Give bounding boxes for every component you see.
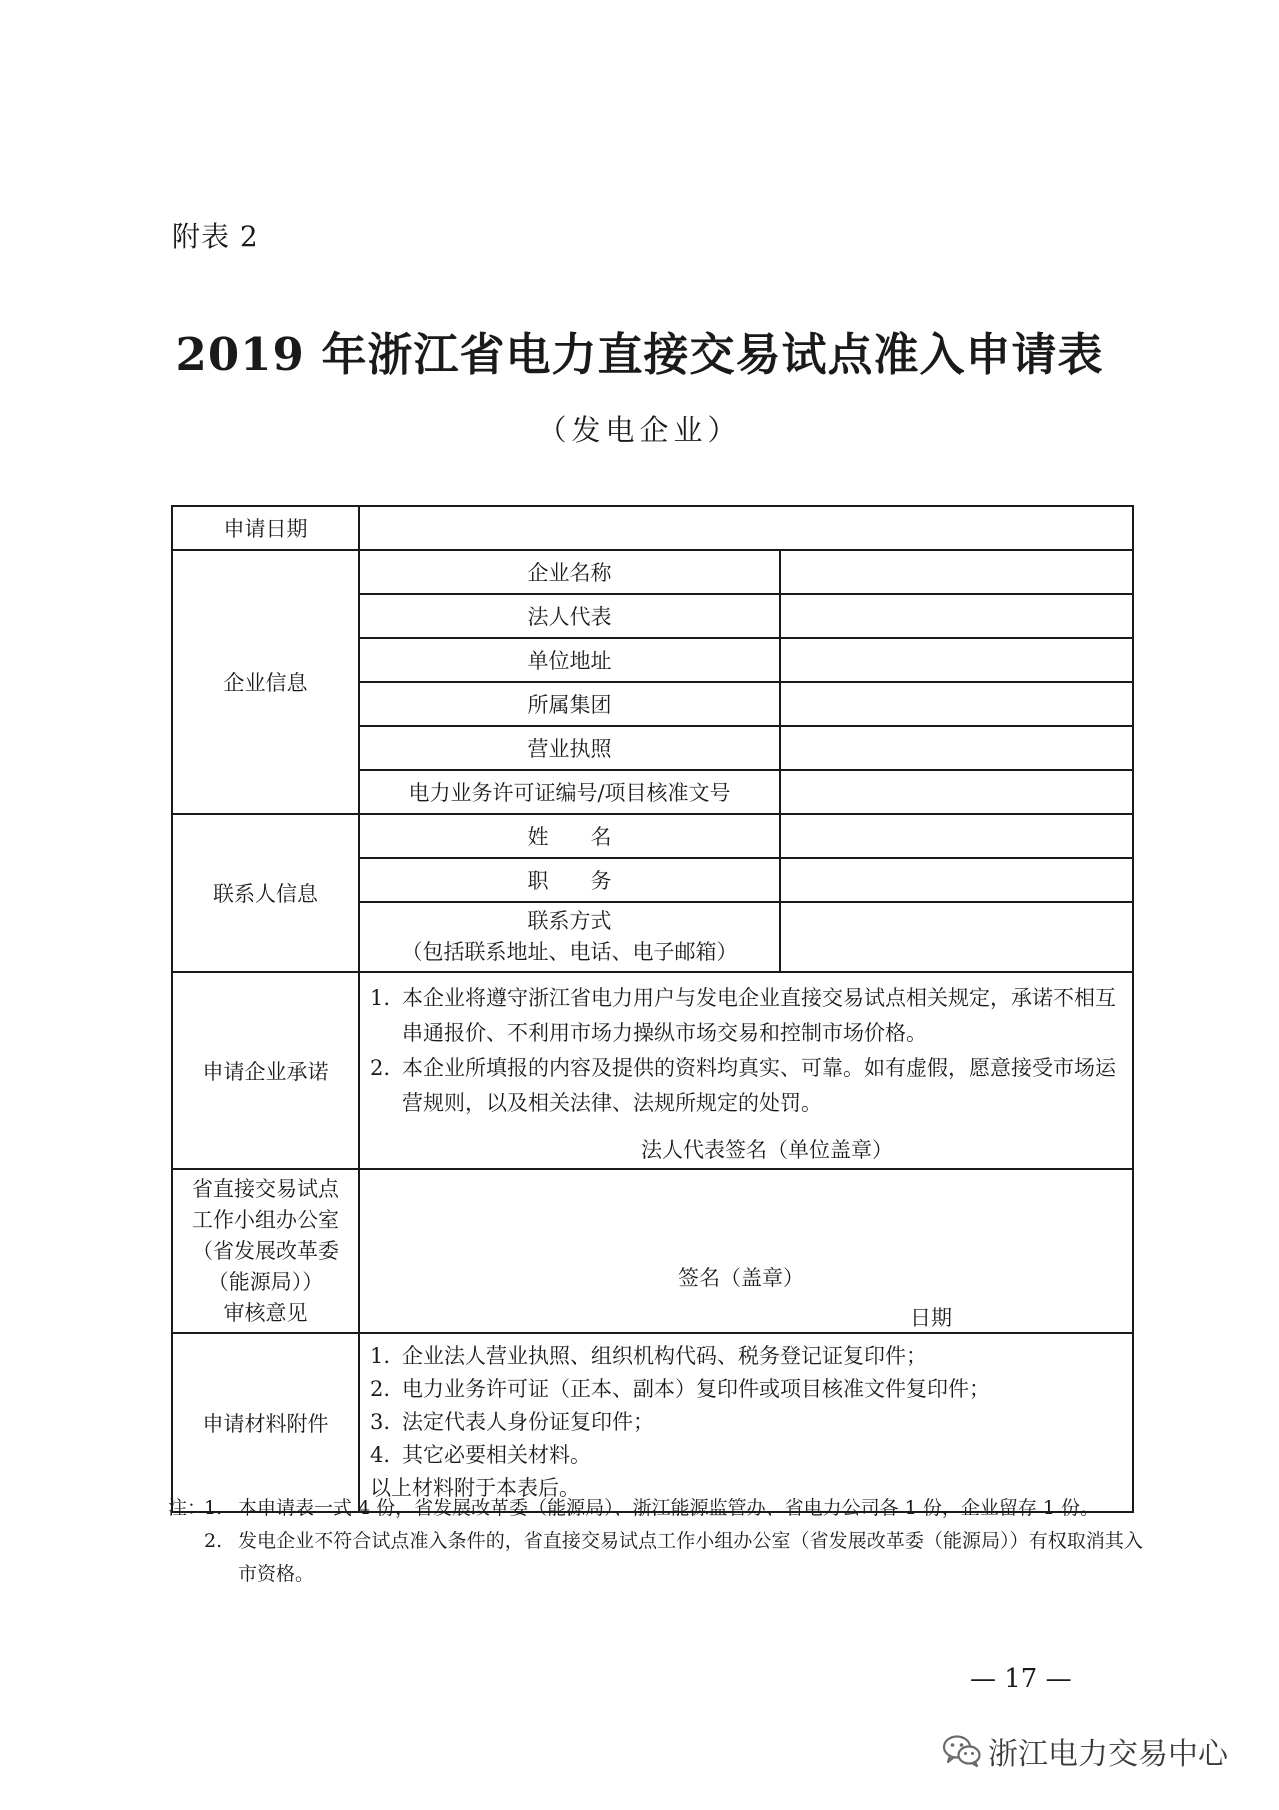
company-name-label: 企业名称	[359, 550, 780, 594]
attachment-label: 附表 2	[172, 220, 259, 253]
apply-date-value[interactable]	[359, 506, 1133, 550]
review-signature: 签名（盖章）	[678, 1266, 804, 1290]
contact-name-label: 姓 名	[359, 814, 780, 858]
footnote-text: 本申请表一式 4 份，省发展改革委（能源局）、浙江能源监管办、省电力公司各 1 份，企业留存 1 份。	[238, 1497, 1100, 1519]
pledge-item-number: 1.	[370, 986, 391, 1010]
footnote-lead: 注：	[168, 1497, 207, 1519]
source-watermark	[942, 1729, 1228, 1773]
company-address-label: 单位地址	[359, 638, 780, 682]
attachment-item-text: 法定代表人身份证复印件；	[402, 1410, 654, 1434]
form-title: 2019 年浙江省电力直接交易试点准入申请表	[175, 328, 1104, 381]
contact-title-value[interactable]	[780, 858, 1133, 902]
attachment-item-text: 电力业务许可证（正本、副本）复印件或项目核准文件复印件；	[402, 1377, 990, 1401]
review-label	[172, 1169, 359, 1333]
attachment-item	[370, 1406, 1122, 1439]
contact-info-label: 联系人信息	[172, 814, 359, 972]
attachment-item	[370, 1439, 1122, 1472]
attachment-item-number: 3.	[370, 1410, 391, 1434]
pledge-signature: 法人代表签名（单位盖章）	[641, 1138, 893, 1162]
review-label-line: 省直接交易试点	[192, 1176, 339, 1201]
attachment-item-number: 1.	[370, 1344, 391, 1368]
wechat-icon	[942, 1734, 982, 1768]
attachment-item-number: 2.	[370, 1377, 391, 1401]
company-info-row	[172, 550, 1133, 594]
review-date: 日期	[910, 1306, 952, 1330]
attachment-item-number: 4.	[370, 1443, 391, 1467]
parent-group-value[interactable]	[780, 682, 1133, 726]
contact-name-value[interactable]	[780, 814, 1133, 858]
contact-method-hint: （包括联系地址、电话、电子邮箱）	[401, 940, 738, 964]
footnotes	[168, 1492, 1143, 1591]
attachments-label: 申请材料附件	[172, 1333, 359, 1512]
page-number: — 17 —	[970, 1664, 1072, 1694]
company-address-value[interactable]	[780, 638, 1133, 682]
pledge-content	[359, 972, 1133, 1169]
review-label-line: （能源局））	[207, 1269, 324, 1294]
footnote-number: 2.	[204, 1530, 223, 1552]
form-subtitle: （发电企业）	[537, 413, 742, 447]
footnote-number: 1.	[204, 1497, 223, 1519]
pledge-item-number: 2.	[370, 1056, 391, 1080]
footnote-item	[168, 1525, 1143, 1591]
legal-rep-label: 法人代表	[359, 594, 780, 638]
watermark-text: 浙江电力交易中心	[988, 1737, 1228, 1772]
contact-method-title: 联系方式	[527, 909, 612, 933]
contact-info-row	[172, 814, 1133, 858]
power-license-label: 电力业务许可证编号/项目核准文号	[359, 770, 780, 814]
apply-date-row	[172, 506, 1133, 550]
review-label-line: 工作小组办公室	[192, 1207, 339, 1232]
contact-title-label: 职 务	[359, 858, 780, 902]
application-form-table	[171, 505, 1134, 1513]
pledge-label: 申请企业承诺	[172, 972, 359, 1169]
review-label-line: 审核意见	[223, 1300, 308, 1325]
power-license-value[interactable]	[780, 770, 1133, 814]
pledge-row	[172, 972, 1133, 1169]
review-label-line: （省发展改革委	[192, 1238, 339, 1263]
review-row	[172, 1169, 1133, 1333]
contact-method-label	[359, 902, 780, 972]
attachment-item-text: 企业法人营业执照、组织机构代码、税务登记证复印件；	[402, 1344, 927, 1368]
contact-method-value[interactable]	[780, 902, 1133, 972]
footnote-item	[168, 1492, 1143, 1525]
attachments-row	[172, 1333, 1133, 1512]
attachment-item-text: 其它必要相关材料。	[402, 1443, 591, 1467]
attachments-footer: 以上材料附于本表后。	[370, 1476, 580, 1500]
pledge-item	[370, 981, 1124, 1051]
business-license-label: 营业执照	[359, 726, 780, 770]
attachments-content	[359, 1333, 1133, 1512]
company-info-label: 企业信息	[172, 550, 359, 814]
footnote-text: 发电企业不符合试点准入条件的，省直接交易试点工作小组办公室（省发展改革委（能源局））有权取消其入市资格。	[238, 1530, 1143, 1585]
pledge-item-text: 本企业将遵守浙江省电力用户与发电企业直接交易试点相关规定，承诺不相互串通报价、不利用市场力操纵市场交易和控制市场价格。	[402, 986, 1116, 1045]
legal-rep-value[interactable]	[780, 594, 1133, 638]
parent-group-label: 所属集团	[359, 682, 780, 726]
review-content[interactable]	[359, 1169, 1133, 1333]
pledge-item	[370, 1051, 1124, 1121]
attachment-item	[370, 1340, 1122, 1373]
attachment-item	[370, 1373, 1122, 1406]
company-name-value[interactable]	[780, 550, 1133, 594]
apply-date-label: 申请日期	[172, 506, 359, 550]
pledge-item-text: 本企业所填报的内容及提供的资料均真实、可靠。如有虚假，愿意接受市场运营规则，以及相关法律、法规所规定的处罚。	[402, 1056, 1116, 1115]
business-license-value[interactable]	[780, 726, 1133, 770]
